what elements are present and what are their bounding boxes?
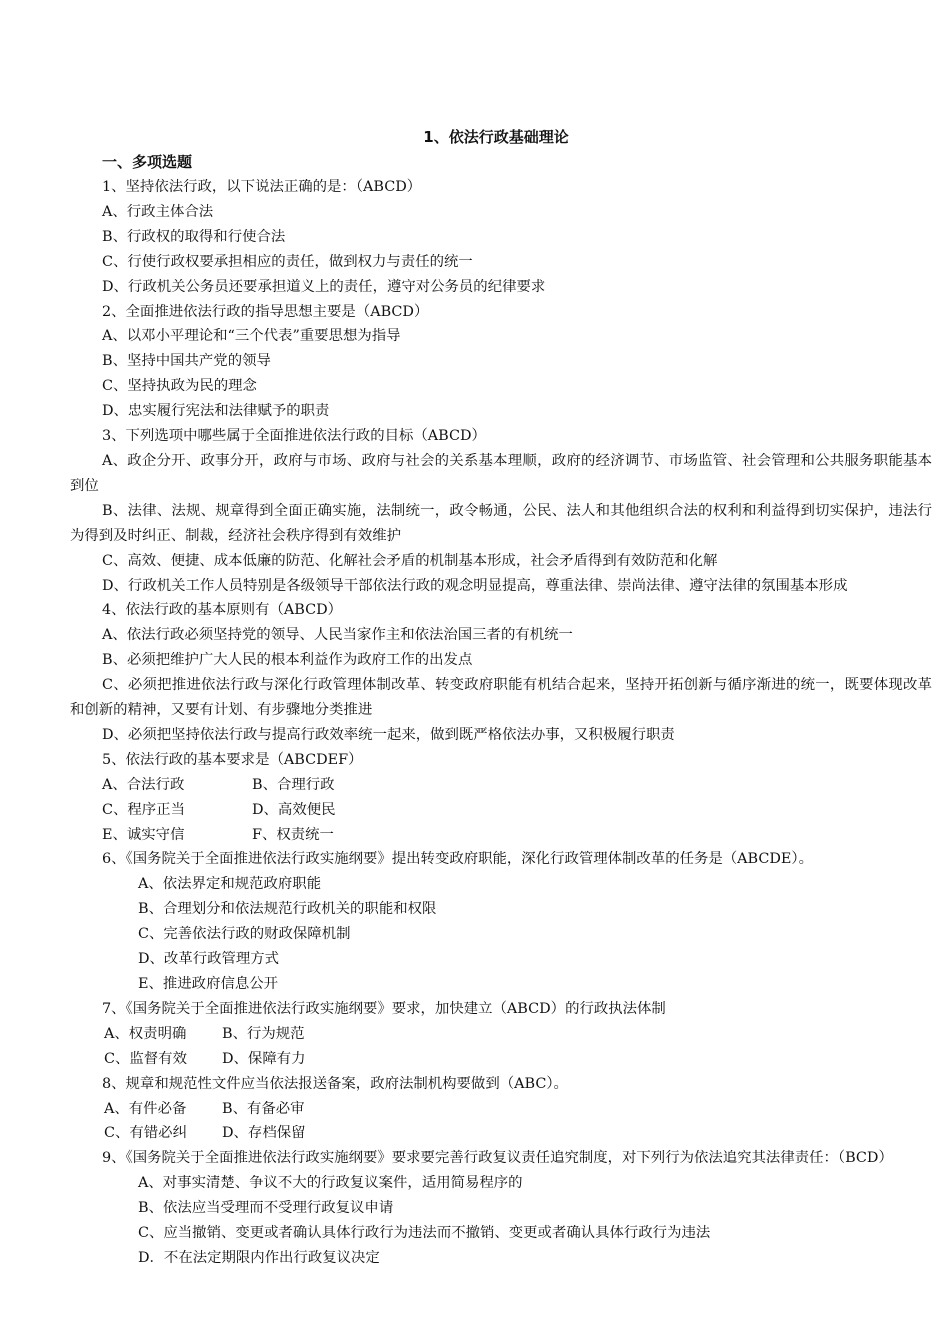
option: C、应当撤销、变更或者确认具体行政行为违法而不撤销、变更或者确认具体行政行为违法: [138, 1225, 711, 1242]
question-stem: 9、《国务院关于全面推进依法行政实施纲要》要求要完善行政复议责任追究制度，对下列行为依法追究其法律责任：（BCD）: [102, 1150, 893, 1167]
option-row: [70, 1097, 932, 1122]
option-row: [70, 798, 932, 823]
question-stem: 1、坚持依法行政，以下说法正确的是：（ABCD）: [102, 179, 422, 195]
option: A、权责明确: [104, 1025, 187, 1042]
option: B、合理行政: [252, 776, 335, 793]
option: C、程序正当: [102, 801, 185, 818]
option: B、法律、法规、规章得到全面正确实施，法制统一，政令畅通，公民、法人和其他组织合法的权利和利益得到切实保护，违法行为得到及时纠正、制裁，经济社会秩序得到有效维护: [70, 502, 932, 544]
option: A、政企分开、政事分开，政府与市场、政府与社会的关系基本理顺，政府的经济调节、市场监管、社会管理和公共服务职能基本到位: [70, 452, 932, 494]
option: D、行政机关公务员还要承担道义上的责任，遵守对公务员的纪律要求: [102, 278, 546, 295]
option: C、必须把推进依法行政与深化行政管理体制改革、转变政府职能有机结合起来，坚持开拓创新与循序渐进的统一，既要体现改革和创新的精神，又要有计划、有步骤地分类推进: [70, 677, 932, 719]
option: D、改革行政管理方式: [138, 951, 280, 968]
option-row: [70, 1022, 932, 1047]
option: D、忠实履行宪法和法律赋予的职责: [102, 403, 330, 420]
option: C、监督有效: [104, 1050, 187, 1067]
option: B、行为规范: [222, 1025, 305, 1042]
option-row: [70, 1121, 932, 1146]
option: C、高效、便捷、成本低廉的防范、化解社会矛盾的机制基本形成，社会矛盾得到有效防范和化解: [102, 552, 718, 569]
question-stem: 8、规章和规范性文件应当依法报送备案，政府法制机构要做到（ABC）。: [102, 1075, 568, 1092]
option: B、合理划分和依法规范行政机关的职能和权限: [138, 901, 437, 918]
document-body: [70, 175, 932, 1271]
option: E、诚实守信: [102, 826, 185, 843]
option: B、必须把维护广大人民的根本利益作为政府工作的出发点: [102, 652, 473, 669]
option: E、推进政府信息公开: [138, 976, 279, 992]
page-title: 1、依法行政基础理论: [423, 128, 569, 146]
option: F、权责统一: [252, 826, 334, 843]
option: D、必须把坚持依法行政与提高行政效率统一起来，做到既严格依法办事，又积极履行职责: [102, 726, 675, 743]
option: B、有备必审: [222, 1100, 305, 1117]
option: A、行政主体合法: [102, 203, 214, 220]
option: D、保障有力: [222, 1050, 306, 1067]
question-stem: 6、《国务院关于全面推进依法行政实施纲要》提出转变政府职能，深化行政管理体制改革的任务是（ABCDE）。: [102, 851, 814, 868]
option-row: [70, 823, 932, 848]
option: B、依法应当受理而不受理行政复议申请: [138, 1200, 394, 1217]
question-stem: 7、《国务院关于全面推进依法行政实施纲要》要求，加快建立（ABCD）的行政执法体制: [102, 1000, 666, 1017]
option: A、依法界定和规范政府职能: [138, 876, 322, 893]
option: C、有错必纠: [104, 1125, 187, 1142]
option: A、对事实清楚、争议不大的行政复议案件，适用简易程序的: [138, 1175, 523, 1192]
option: C、坚持执政为民的理念: [102, 378, 257, 395]
question-stem: 4、依法行政的基本原则有（ABCD）: [102, 602, 343, 619]
option-row: [70, 1047, 932, 1072]
question-stem: 2、全面推进依法行政的指导思想主要是（ABCD）: [102, 303, 429, 320]
question-stem: 5、依法行政的基本要求是（ABCDEF）: [102, 751, 363, 768]
option: D．不在法定期限内作出行政复议决定: [138, 1249, 380, 1266]
option: C、完善依法行政的财政保障机制: [138, 926, 351, 943]
option: D、高效便民: [252, 801, 336, 818]
option: B、坚持中国共产党的领导: [102, 353, 271, 370]
option: A、有件必备: [104, 1100, 187, 1117]
option: A、合法行政: [102, 776, 185, 793]
option: A、依法行政必须坚持党的领导、人民当家作主和依法治国三者的有机统一: [102, 627, 573, 644]
option-row: [70, 773, 932, 798]
question-stem: 3、下列选项中哪些属于全面推进依法行政的目标（ABCD）: [102, 428, 486, 445]
section-heading: 一、多项选题: [102, 153, 193, 171]
option: C、行使行政权要承担相应的责任，做到权力与责任的统一: [102, 253, 473, 270]
option: D、存档保留: [222, 1125, 306, 1142]
option: B、行政权的取得和行使合法: [102, 228, 286, 245]
option: D、行政机关工作人员特别是各级领导干部依法行政的观念明显提高，尊重法律、崇尚法律、遵守法律的氛围基本形成: [102, 577, 848, 594]
option: A、以邓小平理论和“三个代表”重要思想为指导: [102, 328, 401, 345]
